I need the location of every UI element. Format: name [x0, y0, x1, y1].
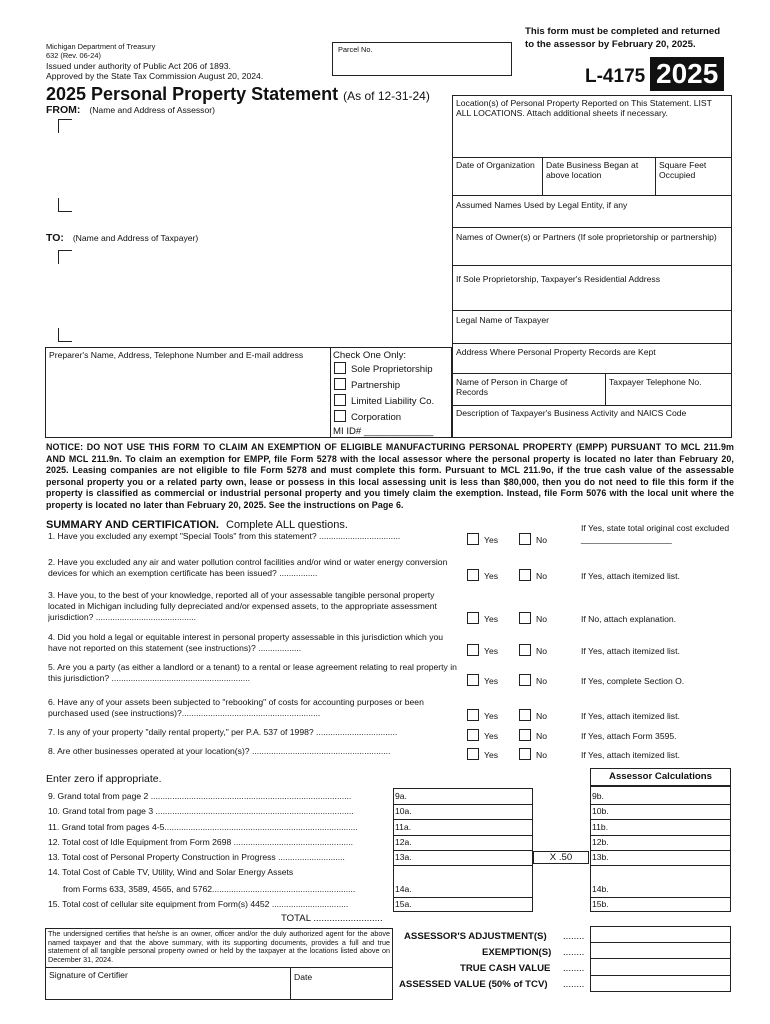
person-in-charge-field[interactable]: Name of Person in Charge of Records: [456, 377, 568, 398]
leader-dots: ........: [563, 931, 585, 942]
no-checkbox[interactable]: [519, 729, 531, 741]
tcv-label: TRUE CASH VALUE: [460, 963, 551, 974]
exemption-label: EXEMPTION(S): [482, 947, 552, 958]
no-checkbox[interactable]: [519, 612, 531, 624]
column-b-input[interactable]: 14b.: [592, 884, 609, 894]
yes-label: Yes: [484, 676, 499, 686]
approval-text: Approved by the State Tax Commission August 20, 2024.: [46, 71, 264, 81]
option-label: Limited Liability Co.: [351, 396, 435, 407]
column-b-input[interactable]: 12b.: [592, 837, 609, 847]
assessed-value-input[interactable]: [590, 975, 731, 992]
yes-label: Yes: [484, 646, 499, 656]
total-line-text: 11. Grand total from pages 4-5.................................................................................: [48, 822, 358, 832]
summary-subtitle: Complete ALL questions.: [226, 519, 348, 531]
summary-heading: [46, 519, 348, 531]
no-checkbox[interactable]: [519, 674, 531, 686]
legal-name-field[interactable]: Legal Name of Taxpayer: [456, 315, 549, 325]
address-corner-icon: [58, 250, 72, 264]
yes-label: Yes: [484, 711, 499, 721]
column-a-input[interactable]: 15a.: [395, 899, 412, 909]
to-label: TO:: [46, 232, 64, 244]
owners-field[interactable]: Names of Owner(s) or Partners (If sole proprietorship or partnership): [456, 232, 717, 242]
address-corner-icon: [58, 198, 72, 212]
tcv-input[interactable]: [590, 958, 731, 975]
total-line-text: from Forms 633, 3589, 4565, and 5762............................................................: [63, 884, 356, 894]
address-corner-icon: [58, 119, 72, 133]
total-line-text: 10. Grand total from page 3 ...................................................................................: [48, 806, 354, 816]
preparer-field[interactable]: Preparer's Name, Address, Telephone Number and E-mail address: [49, 350, 304, 360]
yes-label: Yes: [484, 750, 499, 760]
assessor-calc-title: Assessor Calculations: [609, 771, 712, 782]
certification-text: The undersigned certifies that he/she is an owner, officer and/or the duly authorized agent for the above named taxpayer and that the above summary, with its supporting documents, provides a full and true statement of all tangible personal property owned or held by the taxpayer at the locations listed above on December 31, 2024.: [48, 929, 390, 964]
assumed-names-field[interactable]: Assumed Names Used by Legal Entity, if any: [456, 200, 628, 210]
from-section: [46, 104, 215, 116]
deadline-notice: This form must be completed and returned to the assessor by February 20, 2025.: [525, 26, 721, 50]
parcel-label: Parcel No.: [338, 45, 373, 54]
residential-address-field[interactable]: If Sole Proprietorship, Taxpayer's Residential Address: [456, 274, 661, 284]
question-text: 7. Is any of your property "daily rental property," per P.A. 537 of 1998? ..................................: [48, 727, 398, 737]
corporation-checkbox[interactable]: [334, 410, 346, 422]
parcel-box[interactable]: [332, 42, 512, 76]
total-line-text: 14. Total Cost of Cable TV, Utility, Wind and Solar Energy Assets: [48, 867, 294, 877]
no-label: No: [536, 711, 547, 721]
yes-checkbox[interactable]: [467, 709, 479, 721]
question-note: If Yes, attach itemized list.: [581, 711, 680, 721]
no-label: No: [536, 614, 547, 624]
yes-label: Yes: [484, 535, 499, 545]
date-began-field[interactable]: Date Business Began at above location: [546, 160, 639, 181]
assessed-value-label: ASSESSED VALUE (50% of TCV): [399, 979, 548, 990]
question-text: 2. Have you excluded any air and water pollution control facilities and/or wind or water energy conversion devices for which an exemption certificate has been issued? ................: [48, 557, 448, 578]
no-checkbox[interactable]: [519, 533, 531, 545]
question-note: If Yes, complete Section O.: [581, 676, 685, 686]
partnership-checkbox[interactable]: [334, 378, 346, 390]
yes-label: Yes: [484, 571, 499, 581]
assessor-calc-header: [590, 768, 731, 786]
title-as-of: (As of 12-31-24): [343, 89, 430, 103]
form-year: 2025: [650, 57, 724, 91]
no-checkbox[interactable]: [519, 748, 531, 760]
no-checkbox[interactable]: [519, 569, 531, 581]
option-label: Corporation: [351, 412, 402, 423]
llc-checkbox[interactable]: [334, 394, 346, 406]
records-address-field[interactable]: Address Where Personal Property Records are Kept: [456, 347, 656, 357]
sole-proprietorship-checkbox[interactable]: [334, 362, 346, 374]
no-label: No: [536, 535, 547, 545]
adjustment-label: ASSESSOR'S ADJUSTMENT(S): [404, 931, 547, 942]
question-note: If Yes, attach itemized list.: [581, 571, 680, 581]
locations-field[interactable]: Location(s) of Personal Property Reported on This Statement. LIST ALL LOCATIONS. Attach additional sheets if necessary.: [456, 98, 712, 119]
yes-checkbox[interactable]: [467, 612, 479, 624]
from-desc: (Name and Address of Assessor): [89, 105, 215, 115]
yes-checkbox[interactable]: [467, 748, 479, 760]
form-title: [46, 84, 430, 105]
multiplier-box: X .50: [533, 851, 589, 864]
form-number: L-4175: [585, 66, 646, 87]
column-b-input[interactable]: 15b.: [592, 899, 609, 909]
dept-name: Michigan Department of Treasury: [46, 42, 156, 51]
mi-id-field[interactable]: MI ID# _____________: [333, 426, 434, 437]
column-b-input[interactable]: 10b.: [592, 806, 609, 816]
yes-checkbox[interactable]: [467, 569, 479, 581]
question-note: If Yes, attach itemized list.: [581, 646, 680, 656]
address-corner-icon: [58, 328, 72, 342]
summary-title: SUMMARY AND CERTIFICATION.: [46, 519, 219, 531]
question-text: 4. Did you hold a legal or equitable interest in personal property assessable in this jurisdiction which you have not reported on this statement (see instructions)? ..................: [48, 632, 444, 653]
check-one-title: Check One Only:: [333, 350, 407, 361]
leader-dots: ........: [563, 963, 585, 974]
total-line-text: 15. Total cost of cellular site equipment from Form(s) 4452 ................................: [48, 899, 349, 909]
column-a-input[interactable]: 10a.: [395, 806, 412, 816]
date-organization-field[interactable]: Date of Organization: [456, 160, 535, 170]
question-text: 8. Are other businesses operated at your location(s)? ..........................................................: [48, 746, 391, 756]
question-text: 6. Have any of your assets been subjected to "rebooking" of costs for accounting purposes or been purchased used (see instructions)?..........................................................: [48, 697, 424, 718]
yes-checkbox[interactable]: [467, 533, 479, 545]
total-line-text: 13. Total cost of Personal Property Construction in Progress ............................: [48, 852, 345, 862]
question-text: 5. Are you a party (as either a landlord or a tenant) to a rental or lease agreement relating to real property in this jurisdiction? ..........................................................: [48, 662, 457, 683]
column-a-input[interactable]: 14a.: [395, 884, 412, 894]
option-label: Partnership: [351, 380, 401, 391]
business-description-field[interactable]: Description of Taxpayer's Business Activity and NAICS Code: [456, 408, 687, 418]
no-label: No: [536, 750, 547, 760]
no-checkbox[interactable]: [519, 709, 531, 721]
column-a-input[interactable]: 9a.: [395, 791, 407, 801]
leader-dots: ........: [563, 947, 585, 958]
yes-checkbox[interactable]: [467, 644, 479, 656]
square-feet-field[interactable]: Square Feet Occupied: [659, 160, 707, 181]
no-label: No: [536, 646, 547, 656]
yes-checkbox[interactable]: [467, 674, 479, 686]
question-note: If No, attach explanation.: [581, 614, 677, 624]
to-section: [46, 232, 198, 244]
authority-text: Issued under authority of Public Act 206 of 1893.: [46, 61, 231, 71]
question-text: 3. Have you, to the best of your knowledge, reported all of your assessable tangible personal property located in Michigan including fully depreciated and/or expensed assets, to the appropriate assessment jurisdiction? ..........................................: [48, 590, 437, 622]
total-line-text: 9. Grand total from page 2 ....................................................................................: [48, 791, 352, 801]
signature-field[interactable]: Signature of Certifier: [49, 970, 128, 980]
form-revision: 632 (Rev. 06-24): [46, 51, 101, 60]
exemption-input[interactable]: [590, 942, 731, 958]
telephone-field[interactable]: Taxpayer Telephone No.: [609, 377, 702, 387]
empp-notice: NOTICE: DO NOT USE THIS FORM TO CLAIM AN EXEMPTION OF ELIGIBLE MANUFACTURING PERSONAL PROPERTY (EMPP) PURSUANT TO MCL 211.9m AND MCL 211.9n. To claim an exemption for EMPP, file Form 5278 with the local assessor where the personal property is located no later than February 20, 2025. Leasing companies are not eligible to file Form 5278 and must complete this form. Pursuant to MCL 211.9o, if the true cash value of the assessable personal property you or a related party own, lease or possess in this local assessing unit is less than $80,000, then you do not need to file this form if the property is classified as commercial or industrial personal property and you timely claim the exemption. Instead, file Form 5076 with the local unit where the property is located no later than February 20, 2025. See the instructions on Page 6.: [46, 442, 734, 510]
column-a-input[interactable]: 13a.: [395, 852, 412, 862]
no-checkbox[interactable]: [519, 644, 531, 656]
yes-checkbox[interactable]: [467, 729, 479, 741]
total-line-text: 12. Total cost of Idle Equipment from Form 2698 ..................................................: [48, 837, 354, 847]
column-b-input[interactable]: 9b.: [592, 791, 604, 801]
option-label: Sole Proprietorship: [351, 364, 433, 375]
no-label: No: [536, 571, 547, 581]
adjustment-input[interactable]: [590, 926, 731, 942]
date-field[interactable]: Date: [294, 972, 313, 982]
column-a-input[interactable]: 12a.: [395, 837, 412, 847]
no-label: No: [536, 731, 547, 741]
yes-label: Yes: [484, 614, 499, 624]
question-note: If Yes, state total original cost excluded ___________________: [581, 523, 730, 544]
column-b-input[interactable]: 13b.: [592, 852, 609, 862]
column-a-input[interactable]: 11a.: [395, 822, 412, 832]
title-main: 2025 Personal Property Statement: [46, 84, 339, 104]
question-text: 1. Have you excluded any exempt "Special Tools" from this statement? ..................................: [48, 531, 401, 541]
yes-label: Yes: [484, 731, 499, 741]
total-label: TOTAL ..........................: [281, 913, 383, 924]
question-note: If Yes, attach itemized list.: [581, 750, 680, 760]
from-label: FROM:: [46, 104, 81, 116]
leader-dots: ........: [563, 979, 585, 990]
to-desc: (Name and Address of Taxpayer): [72, 233, 199, 243]
question-note: If Yes, attach Form 3595.: [581, 731, 677, 741]
no-label: No: [536, 676, 547, 686]
column-b-input[interactable]: 11b.: [592, 822, 609, 832]
enter-zero-note: Enter zero if appropriate.: [46, 773, 162, 785]
